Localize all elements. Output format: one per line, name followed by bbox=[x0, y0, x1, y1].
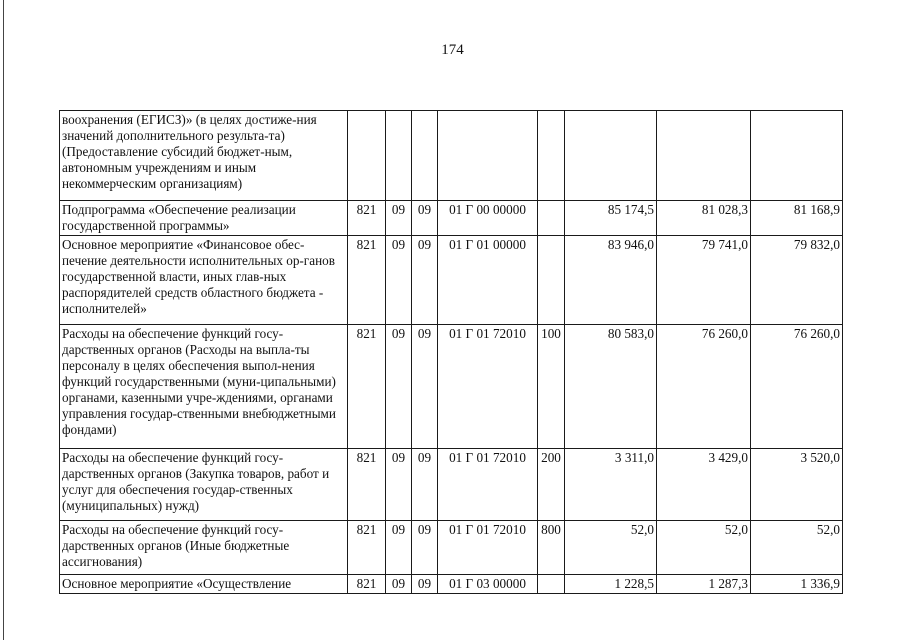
cell-year1: 52,0 bbox=[565, 521, 657, 575]
cell-year3: 81 168,9 bbox=[751, 201, 843, 236]
row-name: Основное мероприятие «Осуществление bbox=[60, 575, 348, 594]
cell-pr: 09 bbox=[412, 521, 438, 575]
cell-csr: 01 Г 01 72010 bbox=[438, 521, 538, 575]
cell-csr bbox=[438, 111, 538, 201]
cell-vr: 100 bbox=[538, 325, 565, 449]
row-name: Подпрограмма «Обеспечение реализации государственной программы» bbox=[60, 201, 348, 236]
cell-rz bbox=[386, 111, 412, 201]
cell-csr: 01 Г 01 72010 bbox=[438, 325, 538, 449]
cell-rz: 09 bbox=[386, 236, 412, 325]
page-left-edge bbox=[3, 0, 4, 640]
cell-rz: 09 bbox=[386, 325, 412, 449]
cell-year1: 3 311,0 bbox=[565, 449, 657, 521]
cell-year2: 81 028,3 bbox=[657, 201, 751, 236]
cell-vr bbox=[538, 111, 565, 201]
cell-year3: 79 832,0 bbox=[751, 236, 843, 325]
cell-rz: 09 bbox=[386, 521, 412, 575]
cell-vr: 200 bbox=[538, 449, 565, 521]
cell-ved: 821 bbox=[348, 236, 386, 325]
table-row bbox=[60, 449, 843, 521]
cell-pr: 09 bbox=[412, 449, 438, 521]
cell-pr: 09 bbox=[412, 325, 438, 449]
cell-csr: 01 Г 01 72010 bbox=[438, 449, 538, 521]
cell-year3 bbox=[751, 111, 843, 201]
cell-year1 bbox=[565, 111, 657, 201]
cell-year2: 79 741,0 bbox=[657, 236, 751, 325]
table-row bbox=[60, 575, 843, 594]
cell-ved: 821 bbox=[348, 575, 386, 594]
page-number: 174 bbox=[441, 42, 464, 58]
budget-table bbox=[59, 110, 843, 594]
cell-pr: 09 bbox=[412, 236, 438, 325]
cell-vr bbox=[538, 201, 565, 236]
cell-year1: 85 174,5 bbox=[565, 201, 657, 236]
row-name: Расходы на обеспечение функций госу-дарственных органов (Расходы на выпла-ты персоналу в целях обеспечения выпол-нения функций государственными (муни-ципальными) органами, казенными учре-ждениями, органами управления государ-ственными внебюджетными фондами) bbox=[60, 325, 348, 449]
cell-csr: 01 Г 00 00000 bbox=[438, 201, 538, 236]
cell-ved: 821 bbox=[348, 325, 386, 449]
cell-rz: 09 bbox=[386, 575, 412, 594]
table-row bbox=[60, 111, 843, 201]
row-name: Расходы на обеспечение функций госу-дарственных органов (Иные бюджетные ассигнования) bbox=[60, 521, 348, 575]
cell-vr bbox=[538, 575, 565, 594]
cell-ved: 821 bbox=[348, 201, 386, 236]
cell-pr bbox=[412, 111, 438, 201]
cell-csr: 01 Г 01 00000 bbox=[438, 236, 538, 325]
cell-year2: 76 260,0 bbox=[657, 325, 751, 449]
cell-ved: 821 bbox=[348, 449, 386, 521]
cell-year2: 3 429,0 bbox=[657, 449, 751, 521]
row-name: Основное мероприятие «Финансовое обес-печение деятельности исполнительных ор-ганов государственной власти, иных глав-ных распорядителей средств областного бюджета - исполнителей» bbox=[60, 236, 348, 325]
cell-year1: 1 228,5 bbox=[565, 575, 657, 594]
cell-year2 bbox=[657, 111, 751, 201]
cell-year3: 1 336,9 bbox=[751, 575, 843, 594]
table-row bbox=[60, 201, 843, 236]
row-name: Расходы на обеспечение функций госу-дарственных органов (Закупка товаров, работ и услуг для обеспечения государ-ственных (муниципальных) нужд) bbox=[60, 449, 348, 521]
cell-pr: 09 bbox=[412, 201, 438, 236]
cell-year3: 76 260,0 bbox=[751, 325, 843, 449]
cell-year2: 52,0 bbox=[657, 521, 751, 575]
cell-ved bbox=[348, 111, 386, 201]
cell-year2: 1 287,3 bbox=[657, 575, 751, 594]
cell-year1: 80 583,0 bbox=[565, 325, 657, 449]
cell-csr: 01 Г 03 00000 bbox=[438, 575, 538, 594]
table-row bbox=[60, 521, 843, 575]
cell-rz: 09 bbox=[386, 449, 412, 521]
row-name: воохранения (ЕГИСЗ)» (в целях достиже-ния значений дополнительного результа-та) (Предоставление субсидий бюджет-ным, автономным учреждениям и иным некоммерческим организациям) bbox=[60, 111, 348, 201]
cell-year3: 3 520,0 bbox=[751, 449, 843, 521]
cell-vr bbox=[538, 236, 565, 325]
cell-year3: 52,0 bbox=[751, 521, 843, 575]
cell-year1: 83 946,0 bbox=[565, 236, 657, 325]
cell-rz: 09 bbox=[386, 201, 412, 236]
cell-pr: 09 bbox=[412, 575, 438, 594]
cell-vr: 800 bbox=[538, 521, 565, 575]
cell-ved: 821 bbox=[348, 521, 386, 575]
table-row bbox=[60, 325, 843, 449]
table-row bbox=[60, 236, 843, 325]
